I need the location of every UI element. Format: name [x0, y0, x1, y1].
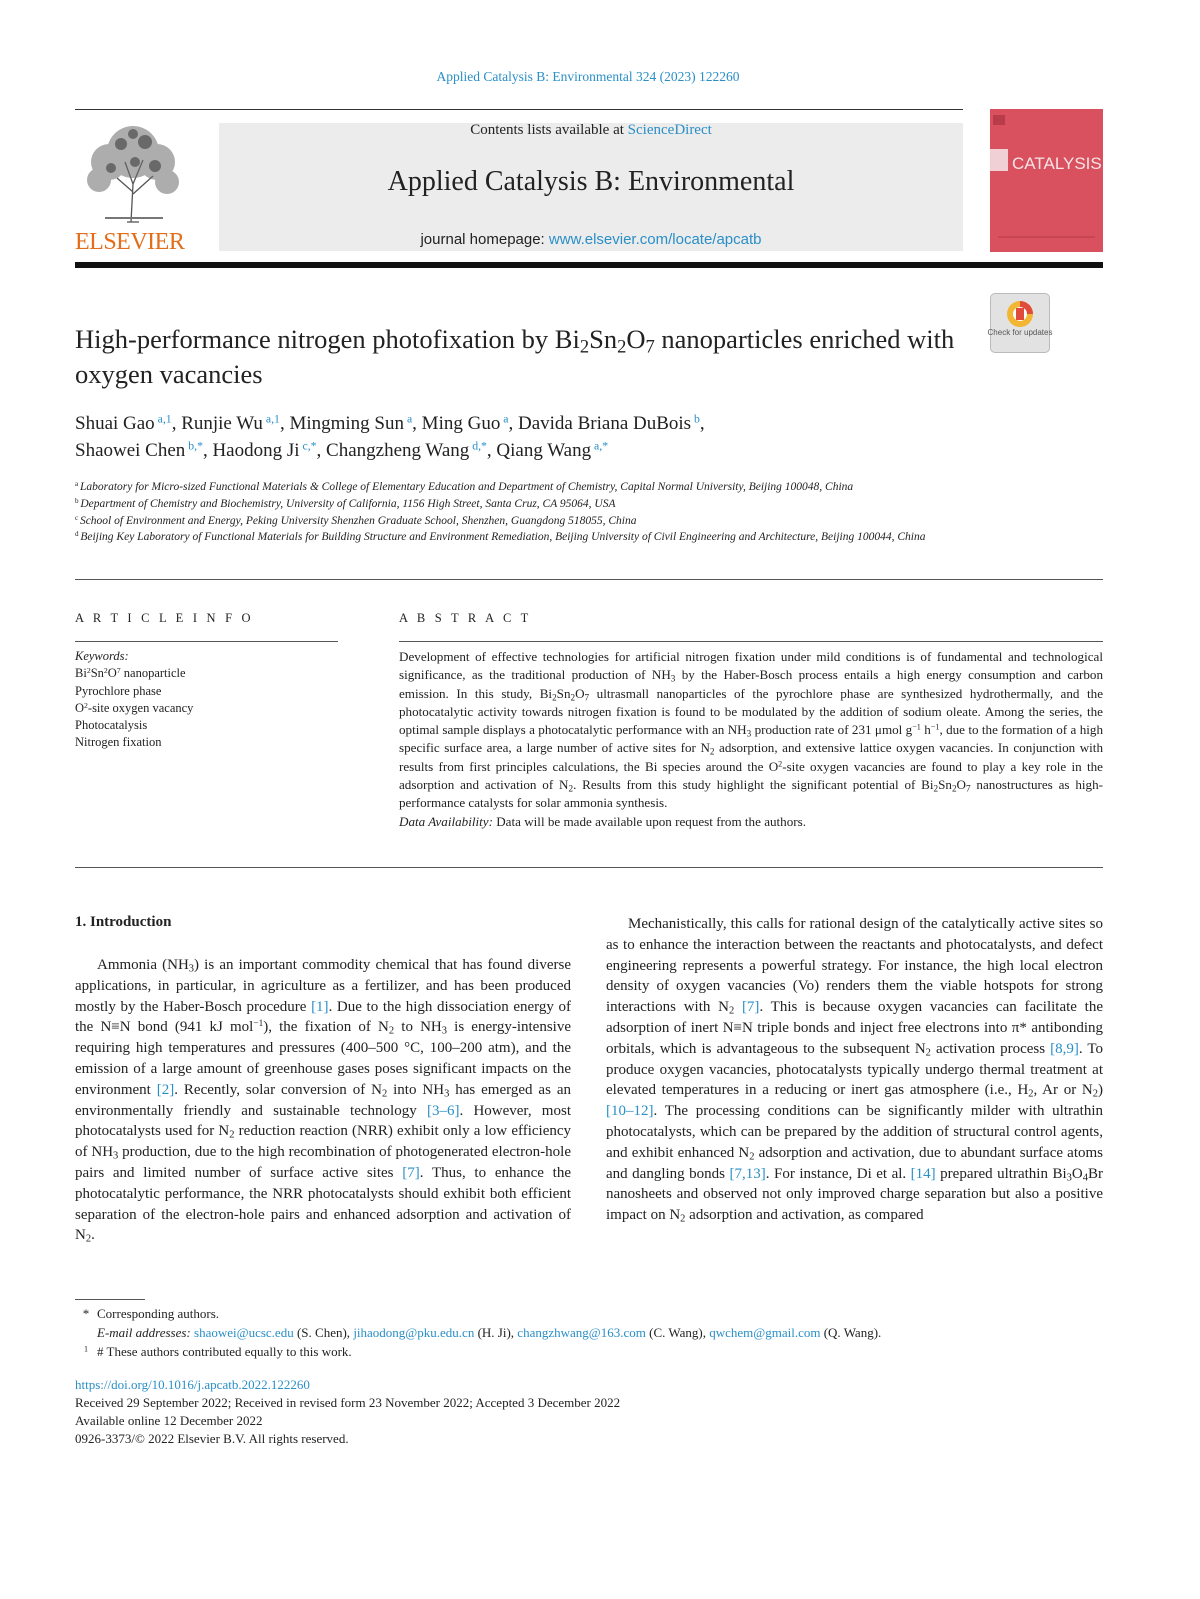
elsevier-wordmark: ELSEVIER [75, 229, 185, 255]
author-name[interactable]: Runjie Wu [181, 413, 263, 434]
author-affiliation-mark[interactable]: d,* [469, 439, 487, 453]
author-affiliation-mark[interactable]: a,1 [262, 412, 280, 426]
affiliation-item: $^d$ Beijing Key Laboratory of Functional Materials for Building Structure and Environment Remediation, Beijing University of Civil Engineering and Architecture, Beijing 100044, China [75, 530, 926, 544]
author-name[interactable]: Haodong Ji [212, 440, 300, 461]
keyword-item[interactable]: $O^2$-site oxygen vacancy [75, 700, 194, 715]
email-link[interactable]: qwchem@gmail.com [709, 1325, 821, 1340]
doi-link[interactable]: https://doi.org/10.1016/j.apcatb.2022.122260 [75, 1377, 310, 1392]
keywords-label: Keywords: [75, 649, 129, 663]
intro-paragraph-right: Mechanistically, this calls for rational design of the catalytically active sites so as to enhance the interaction between the reactants and photocatalysts, and defect engineering represents a powerful strategy. For instance, the high local electron density of oxygen vacancies (Vo) renders them the viable hotspots for strong interactions with $N_2$ [7]. This is because oxygen vacancies can facilitate the adsorption of inert N≡N triple bonds and inject free electrons into π* antibonding orbitals, which is advantageous to the subsequent $N_2$ activation process [8,9]. To produce oxygen vacancies, photocatalysts typically undergo thermal treatment at elevated temperatures in a reducing or inert gas atmosphere (i.e., $H_2$, Ar or $N_2$) [10–12]. The processing conditions can be significantly milder with ultrathin photocatalysts, which can be prepared by the addition of structural control agents, and exhibit enhanced $N_2$ adsorption and activation, due to abundant surface atoms and dangling bonds [7,13]. For instance, Di et al. [14] prepared ultrathin $Bi_3O_4Br$ nanosheets and observed not only improved charge separation but also a positive impact on $N_2$ adsorption and activation, as compared [606, 916, 1103, 1225]
copyright-line: 0926-3373/© 2022 Elsevier B.V. All rights reserved. [75, 1431, 349, 1446]
citation-link[interactable]: [2] [156, 1081, 175, 1098]
abstract-heading: A B S T R A C T [399, 611, 532, 625]
email-link[interactable]: jihaodong@pku.edu.cn [353, 1325, 475, 1340]
article-info-heading: A R T I C L E I N F O [75, 611, 254, 625]
citation-link[interactable]: [8,9] [1050, 1040, 1079, 1057]
check-for-updates-label: Check for updates [987, 328, 1053, 337]
author-list: Shuai Gao $^{a,1}$, Runjie Wu $^{a,1}$, Mingming Sun $^a$, Ming Guo $^a$, Davida Briana DuBois $^b$, Shaowei Chen $^{b,*}$, Haodong Ji $^{c,*}$, Changzheng Wang $^{d,*}$, Qiang Wang $^{a,*}$ [75, 412, 705, 461]
citation-link[interactable]: [7] [741, 999, 760, 1016]
journal-reference[interactable]: Applied Catalysis B: Environmental 324 (2023) 122260 [436, 69, 740, 84]
abstract-rule [399, 641, 1103, 642]
contents-line: Contents lists available at ScienceDirect [470, 122, 712, 138]
author-name[interactable]: Mingming Sun [289, 413, 404, 434]
keyword-item[interactable]: Photocatalysis [75, 718, 148, 733]
citation-link[interactable]: [7] [402, 1164, 420, 1181]
keyword-item[interactable]: Pyrochlore phase [75, 683, 162, 698]
author-affiliation-mark[interactable]: b,* [185, 439, 203, 453]
cover-title: CATALYSIS [1012, 154, 1102, 173]
corresponding-footnote: * Corresponding authors. [82, 1306, 220, 1321]
sciencedirect-link[interactable]: ScienceDirect [627, 122, 712, 138]
journal-title: Applied Catalysis B: Environmental [387, 166, 795, 197]
journal-cover-image [990, 109, 1103, 252]
author-name[interactable]: Changzheng Wang [326, 440, 470, 461]
author-name[interactable]: Qiang Wang [496, 440, 592, 461]
author-affiliation-mark[interactable]: a,* [591, 439, 609, 453]
citation-link[interactable]: [7,13] [729, 1165, 766, 1182]
header-rule [75, 109, 963, 110]
email-owner: (C. Wang), [645, 1325, 710, 1340]
article-info-rule [75, 641, 338, 642]
author-affiliation-mark[interactable]: b [691, 412, 700, 426]
keywords-block [75, 648, 337, 752]
footnote-rule [75, 1299, 145, 1300]
check-for-updates-badge[interactable] [987, 293, 1053, 353]
affiliation-rule [75, 579, 1103, 580]
data-availability-label: Data Availability: [399, 813, 493, 829]
author-name[interactable]: Ming Guo [421, 413, 501, 434]
author-affiliation-mark[interactable]: a [404, 412, 413, 426]
email-footnote: E-mail addresses: shaowei@ucsc.edu (S. Chen), jihaodong@pku.edu.cn (H. Ji), changzhwang@163.com (C. Wang), qwchem@gmail.com (Q. Wang). [97, 1325, 882, 1340]
citation-link[interactable]: [3–6] [426, 1102, 460, 1119]
author-name[interactable]: Davida Briana DuBois [518, 413, 692, 434]
citation-link[interactable]: [14] [910, 1165, 936, 1182]
citation-link[interactable]: [1] [311, 998, 329, 1015]
keyword-item[interactable]: $Bi^2Sn^2O^7$ nanoparticle [75, 666, 186, 681]
author-affiliation-mark[interactable]: c,* [299, 439, 317, 453]
section-heading-introduction: 1. Introduction [75, 914, 172, 930]
email-owner: (H. Ji), [474, 1325, 518, 1340]
received-dates: Received 29 September 2022; Received in revised form 23 November 2022; Accepted 3 December 2022 [75, 1395, 621, 1410]
publication-info [75, 1376, 975, 1448]
keyword-item[interactable]: Nitrogen fixation [75, 735, 162, 750]
abstract-body [399, 648, 1103, 831]
equal-contribution-footnote: $^1$ # These authors contributed equally to this work. [83, 1344, 352, 1359]
affiliation-item: $^b$ Department of Chemistry and Biochemistry, University of California, 1156 High Street, Santa Cruz, CA 95064, USA [75, 496, 616, 510]
email-owner: (S. Chen), [293, 1325, 354, 1340]
email-link[interactable]: shaowei@ucsc.edu [194, 1325, 294, 1340]
author-name[interactable]: Shaowei Chen [75, 440, 186, 461]
citation-link[interactable]: [10–12] [606, 1103, 654, 1120]
header-thick-rule [75, 262, 1103, 268]
abstract-bottom-rule [75, 867, 1103, 868]
author-name[interactable]: Shuai Gao [75, 413, 155, 434]
data-availability-text: Data will be made available upon request from the authors. [492, 813, 807, 829]
author-affiliation-mark[interactable]: a [500, 412, 509, 426]
article-title: High-performance nitrogen photofixation by $Bi_2Sn_2O_7$ nanoparticles enriched with oxygen vacancies [75, 324, 955, 389]
affiliation-item: $^c$ School of Environment and Energy, Peking University Shenzhen Graduate School, Shenzhen, Guangdong 518055, China [75, 513, 637, 527]
email-owner: (Q. Wang). [820, 1325, 882, 1340]
intro-paragraph-left: Ammonia $(NH_3)$ is an important commodity chemical that has found diverse applications, in particular, in agriculture as a fertilizer, and has been produced mostly by the Haber-Bosch procedure [1]. Due to the high dissociation energy of the N≡N bond (941 kJ mol$^{-1}$), the fixation of $N_2$ to $NH_3$ is energy-intensive requiring high temperatures and pressures (400–500 °C, 100–200 atm), and the emission of a large amount of greenhouse gases poses significant impacts on the environment [2]. Recently, solar conversion of $N_2$ into $NH_3$ has emerged as an environmentally friendly and sustainable technology [3–6]. However, most photocatalysts used for $N_2$ reduction reaction (NRR) exhibit only a low efficiency of $NH_3$ production, due to the high recombination of photogenerated electron-hole pairs and limited number of surface active sites [7]. Thus, to enhance the photocatalytic performance, the NRR photocatalysts should exhibit both efficient separation of the electron-hole pairs and enhanced adsorption and activation of $N_2$. [75, 957, 572, 1245]
affiliation-item: $^a$ Laboratory for Micro-sized Functional Materials & College of Elementary Education and Department of Chemistry, Capital Normal University, Beijing 100048, China [75, 480, 854, 493]
email-link[interactable]: changzhwang@163.com [517, 1325, 646, 1340]
author-affiliation-mark[interactable]: a,1 [154, 412, 172, 426]
footnotes [75, 1304, 1103, 1361]
homepage-link[interactable]: www.elsevier.com/locate/apcatb [548, 231, 762, 248]
affiliation-list [75, 479, 975, 546]
available-online-date: Available online 12 December 2022 [75, 1413, 263, 1428]
abstract-text: Development of effective technologies for artificial nitrogen fixation under mild conditions is of fundamental and technological significance, as the traditional production of $NH_3$ by the Haber-Bosch process entails a high energy consumption and carbon emission. In this study, $Bi_2Sn_2O_7$ ultrasmall nanoparticles of the pyrochlore phase are synthesized hydrothermally, and the photocatalytic activity towards nitrogen fixation is found to be modulated by the addition of sodium oleate. Among the series, the optimal sample displays a photocatalytic performance with an $NH_3$ production rate of 231 μmol $g^{-1}$ $h^{-1}$, due to the formation of a high specific surface area, a large number of active sites for $N_2$ adsorption, and extensive lattice oxygen vacancies. In conjunction with results from first principles calculations, the Bi species around the $O^2$-site oxygen vacancies are found to play a key role in the adsorption and activation of $N_2$. Results from this study highlight the significant potential of $Bi_2Sn_2O_7$ nanostructures as high-performance catalysts for solar ammonia synthesis. [399, 649, 1104, 811]
journal-homepage-line: journal homepage: www.elsevier.com/locate/apcatb [420, 231, 762, 248]
